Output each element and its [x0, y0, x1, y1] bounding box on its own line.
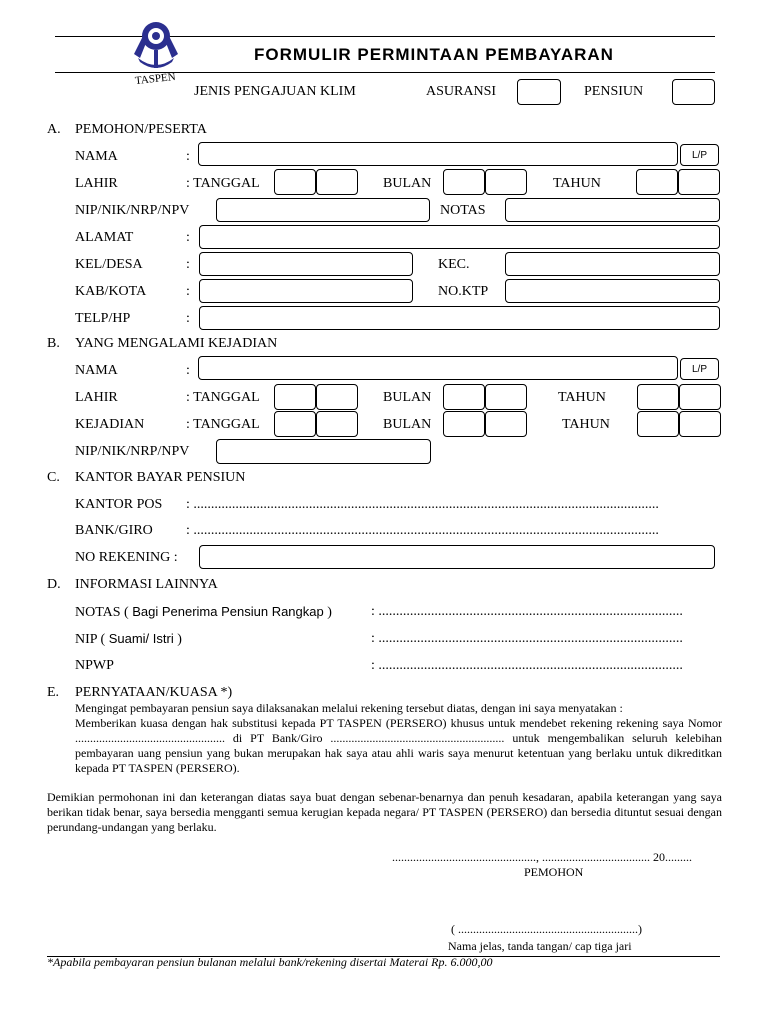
d-npwp-dotted[interactable]: : ....................................................................................... [371, 658, 683, 673]
b-nama-field[interactable] [198, 356, 678, 380]
a-no-ktp-label: NO.KTP [438, 284, 489, 299]
a-lahir-tanggal-label: : TANGGAL [186, 176, 260, 191]
b-lahir-year-2[interactable] [679, 384, 721, 410]
form-title: FORMULIR PERMINTAAN PEMBAYARAN [254, 45, 614, 64]
c-bank-giro-dotted[interactable]: : ..................................................................................................................................... [186, 523, 659, 538]
a-notas-label: NOTAS [440, 203, 486, 218]
b-nip-label: NIP/NIK/NRP/NPV [75, 444, 190, 459]
a-kab-kota-field[interactable] [199, 279, 413, 303]
section-b-title: YANG MENGALAMI KEJADIAN [75, 336, 278, 351]
d-nip-suffix: ) [173, 632, 182, 647]
a-lahir-year-2[interactable] [678, 169, 720, 195]
option-asuransi-label: ASURANSI [426, 84, 497, 99]
b-kejadian-month-1[interactable] [443, 411, 485, 437]
a-telp-field[interactable] [199, 306, 720, 330]
b-kejadian-year-2[interactable] [679, 411, 721, 437]
a-kab-kota-colon: : [186, 284, 190, 299]
a-lahir-month-1[interactable] [443, 169, 485, 195]
b-lahir-month-1[interactable] [443, 384, 485, 410]
d-npwp-label: NPWP [75, 658, 114, 673]
d-notas-dotted[interactable]: : ....................................................................................... [371, 604, 683, 619]
a-lahir-bulan-label: BULAN [383, 176, 432, 191]
b-nama-colon: : [186, 363, 190, 378]
pensiun-checkbox[interactable] [672, 79, 715, 105]
c-no-rekening-label: NO REKENING : [75, 550, 178, 565]
c-kantor-pos-label: KANTOR POS [75, 497, 163, 512]
a-nip-label: NIP/NIK/NRP/NPV [75, 203, 190, 218]
option-pensiun-label: PENSIUN [584, 84, 644, 99]
claim-type-label: JENIS PENGAJUAN KLIM [194, 84, 356, 99]
a-kab-kota-label: KAB/KOTA [75, 284, 147, 299]
b-gender-field[interactable] [680, 358, 719, 380]
b-gender-label: L/P [691, 363, 707, 375]
closing-paragraph: Demikian permohonan ini dan keterangan diatas saya buat dengan sebenar-benarnya dan penuh kesadaran, apabila keterangan yang saya berikan tidak benar, saya bersedia mengganti semua kerugian kepada negara/ PT TASPEN (PERSERO) dan bersedia dituntut sesuai dengan perundang-undangan yang berlaku. [47, 790, 722, 834]
d-nip-prefix: NIP ( [75, 632, 109, 647]
section-d-marker: D. [47, 577, 61, 592]
c-bank-giro-label: BANK/GIRO [75, 523, 153, 538]
b-lahir-tahun-label: TAHUN [558, 390, 606, 405]
c-kantor-pos-dotted[interactable]: : ..................................................................................................................................... [186, 497, 659, 512]
b-kejadian-day-2[interactable] [316, 411, 358, 437]
asuransi-checkbox[interactable] [517, 79, 561, 105]
d-nip-dotted[interactable]: : ....................................................................................... [371, 631, 683, 646]
b-kejadian-year-1[interactable] [637, 411, 679, 437]
a-no-ktp-field[interactable] [505, 279, 720, 303]
a-nama-label: NAMA [75, 149, 118, 164]
b-nama-label: NAMA [75, 363, 118, 378]
c-no-rekening-field[interactable] [199, 545, 715, 569]
a-telp-label: TELP/HP [75, 311, 131, 326]
b-kejadian-label: KEJADIAN [75, 417, 145, 432]
b-lahir-day-2[interactable] [316, 384, 358, 410]
a-lahir-year-1[interactable] [636, 169, 678, 195]
section-e-marker: E. [47, 685, 60, 700]
a-lahir-label: LAHIR [75, 176, 118, 191]
signature-caption: Nama jelas, tanda tangan/ cap tiga jari [448, 939, 632, 953]
section-e-title: PERNYATAAN/KUASA *) [75, 685, 233, 700]
a-alamat-colon: : [186, 230, 190, 245]
e-statement-paragraph: Memberikan kuasa dengan hak substitusi kepada PT TASPEN (PERSERO) khusus untuk mendebet rekening rekening saya Nomor .................................................. di PT Bank/Giro .......................................................... untuk mengembalikan seluruh kelebihan pembayaran uang pensiun yang bukan merupakan hak saya atau ahli waris saya menurut ketentuan yang berlaku untuk dikreditkan kepada PT TASPEN (PERSERO). [75, 716, 722, 775]
section-c-title: KANTOR BAYAR PENSIUN [75, 470, 246, 485]
b-nip-field[interactable] [216, 439, 431, 464]
a-kel-desa-field[interactable] [199, 252, 413, 276]
section-a-title: PEMOHON/PESERTA [75, 122, 207, 137]
b-kejadian-tanggal-label: : TANGGAL [186, 417, 260, 432]
a-nip-field[interactable] [216, 198, 430, 222]
b-lahir-year-1[interactable] [637, 384, 679, 410]
signature-place-date[interactable]: ................................................, .................................... 20......... [392, 850, 692, 864]
section-b-marker: B. [47, 336, 60, 351]
section-d-title: INFORMASI LAINNYA [75, 577, 218, 592]
a-lahir-day-1[interactable] [274, 169, 316, 195]
e-intro-text: Mengingat pembayaran pensiun saya dilaksanakan melalui rekening tersebut diatas, dengan ini saya menyatakan : [75, 701, 623, 715]
a-gender-field[interactable] [680, 144, 719, 166]
a-lahir-month-2[interactable] [485, 169, 527, 195]
signature-role: PEMOHON [524, 865, 584, 879]
footnote: *Apabila pembayaran pensiun bulanan melalui bank/rekening disertai Materai Rp. 6.000,00 [47, 955, 493, 969]
a-gender-label: L/P [691, 149, 707, 161]
signature-name-line[interactable]: ( ............................................................) [451, 922, 642, 936]
b-lahir-bulan-label: BULAN [383, 390, 432, 405]
a-kel-desa-label: KEL/DESA [75, 257, 143, 272]
b-lahir-tanggal-label: : TANGGAL [186, 390, 260, 405]
d-notas-prefix: NOTAS ( [75, 605, 133, 620]
a-telp-colon: : [186, 311, 190, 326]
a-lahir-tahun-label: TAHUN [553, 176, 601, 191]
a-alamat-label: ALAMAT [75, 230, 134, 245]
a-notas-field[interactable] [505, 198, 720, 222]
a-lahir-day-2[interactable] [316, 169, 358, 195]
d-notas-suffix: ) [323, 605, 332, 620]
d-nip-label [75, 631, 182, 648]
a-alamat-field[interactable] [199, 225, 720, 249]
d-nip-note: Suami/ Istri [108, 631, 174, 646]
b-lahir-label: LAHIR [75, 390, 118, 405]
a-kec-label: KEC. [438, 257, 470, 272]
b-kejadian-day-1[interactable] [274, 411, 316, 437]
b-lahir-day-1[interactable] [274, 384, 316, 410]
d-notas-note: Bagi Penerima Pensiun Rangkap [132, 604, 324, 619]
a-kel-desa-colon: : [186, 257, 190, 272]
a-nama-colon: : [186, 149, 190, 164]
section-c-marker: C. [47, 470, 60, 485]
a-kec-field[interactable] [505, 252, 720, 276]
a-nama-field[interactable] [198, 142, 678, 166]
b-kejadian-tahun-label: TAHUN [562, 417, 610, 432]
logo-text: TASPEN [134, 70, 177, 88]
b-kejadian-month-2[interactable] [485, 411, 527, 437]
d-notas-label [75, 604, 332, 621]
b-lahir-month-2[interactable] [485, 384, 527, 410]
section-a-marker: A. [47, 122, 61, 137]
b-kejadian-bulan-label: BULAN [383, 417, 432, 432]
